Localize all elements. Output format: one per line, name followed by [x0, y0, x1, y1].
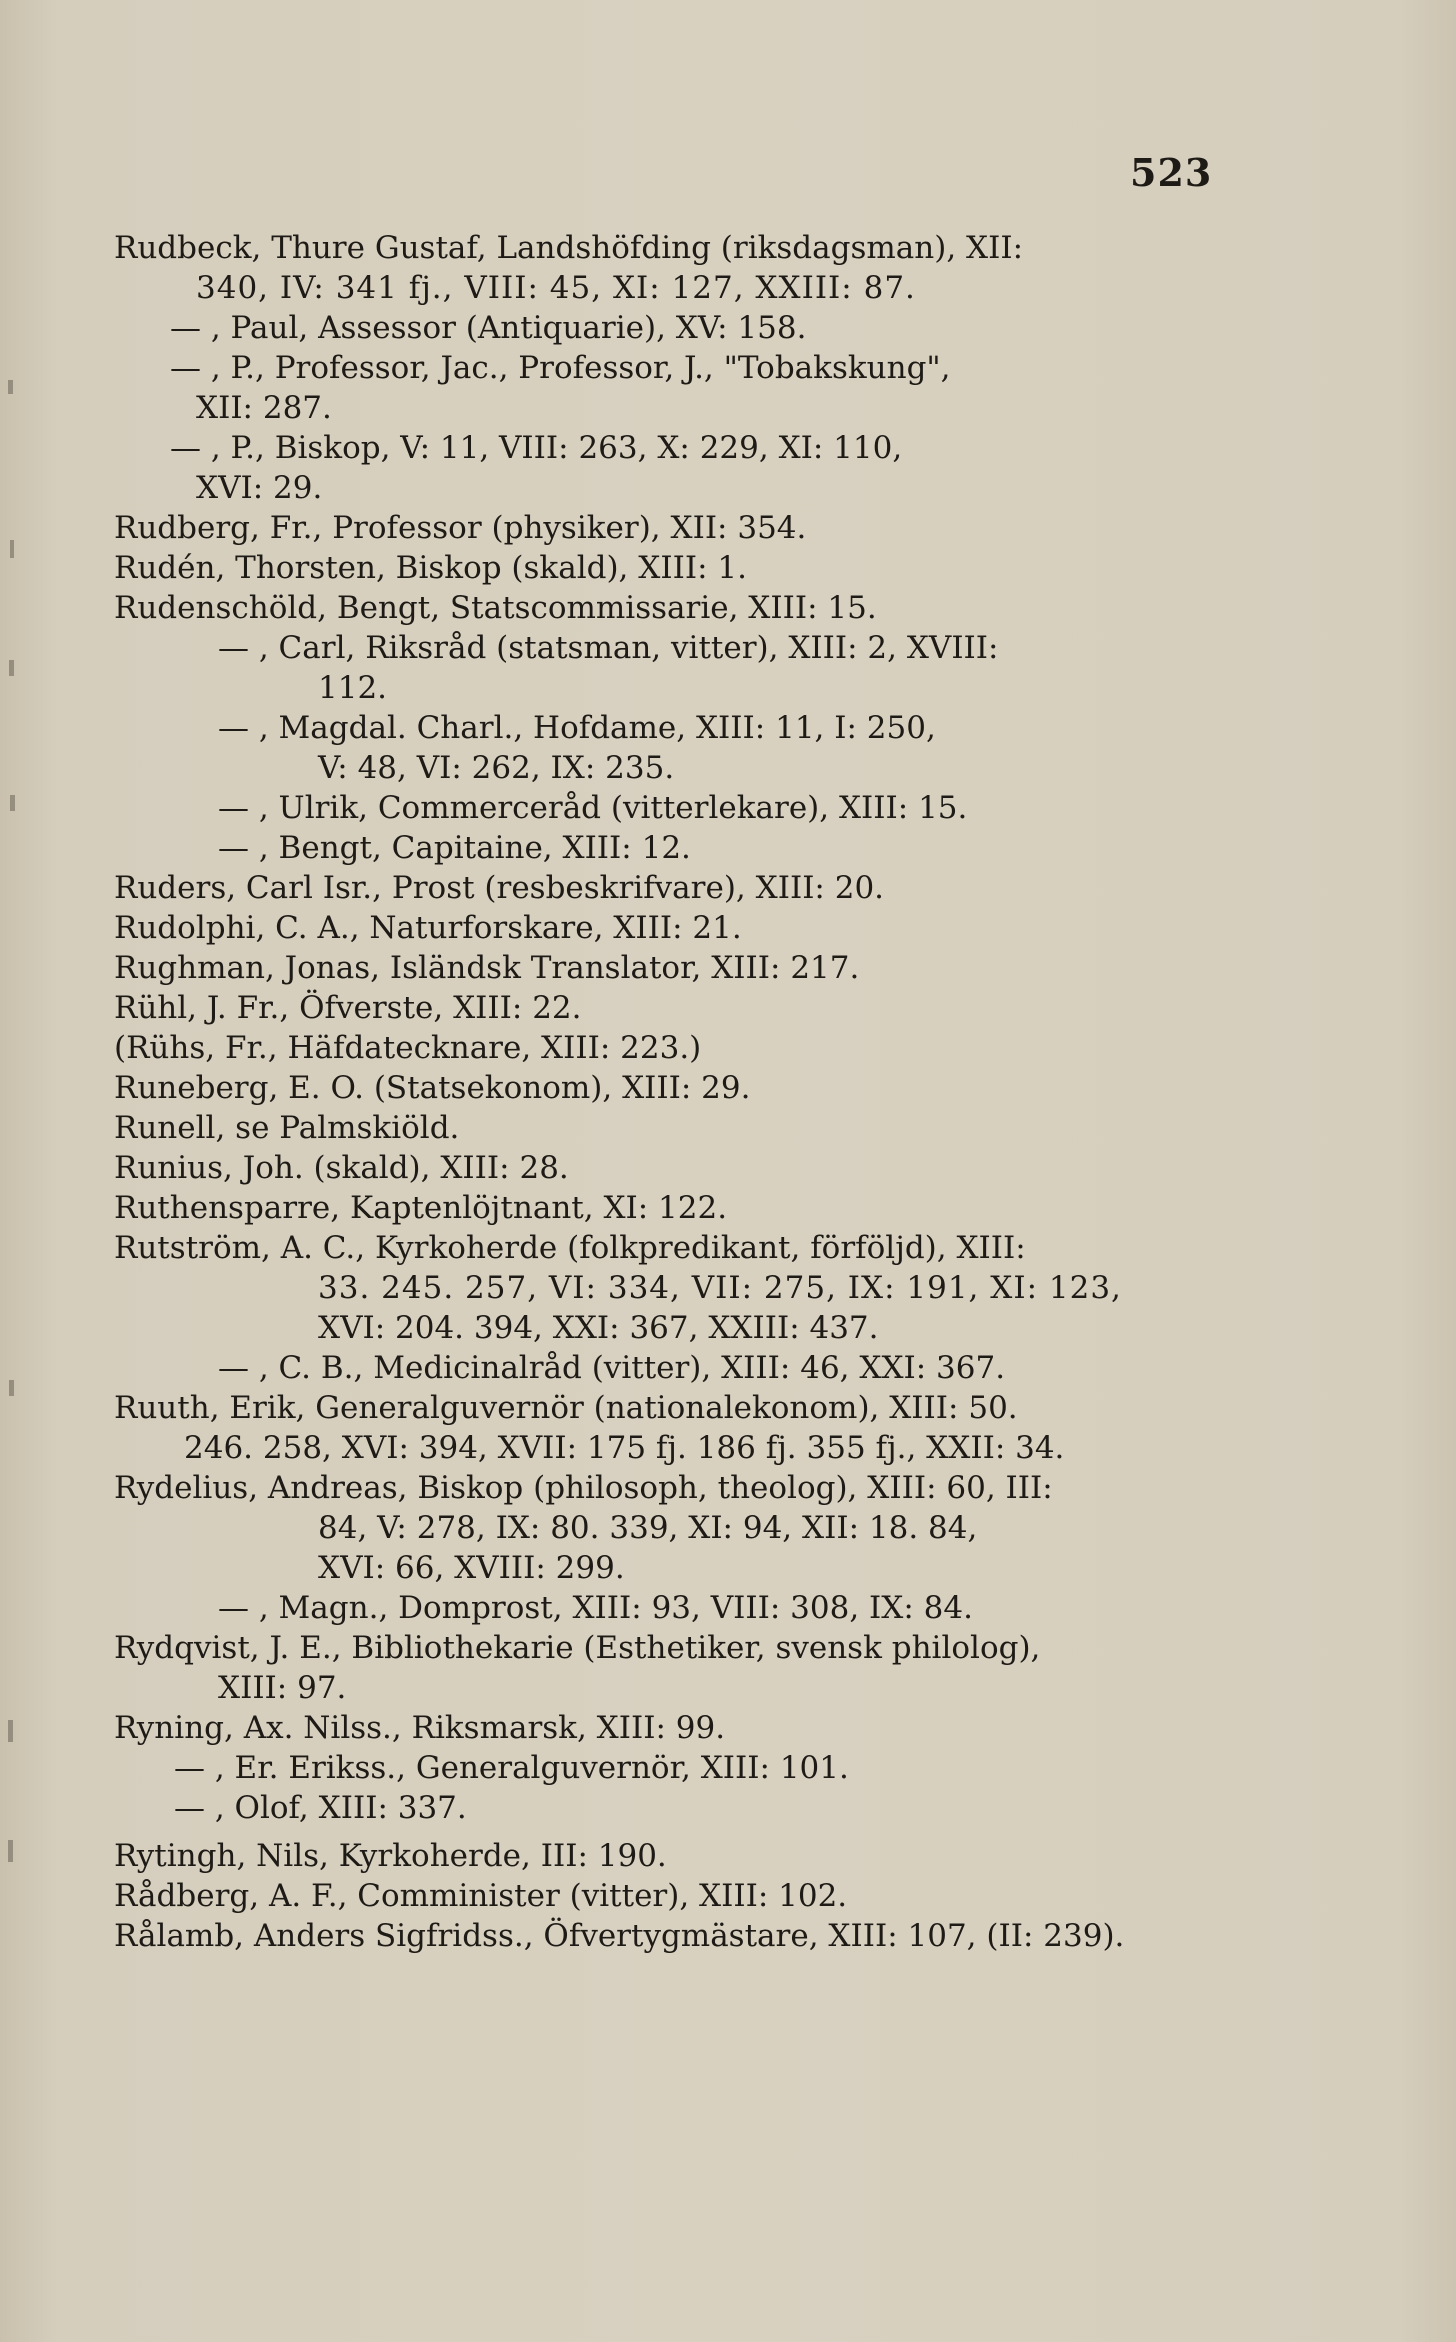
index-subentry: — , Paul, Assessor (Antiquarie), XV: 158. — [170, 310, 807, 346]
index-subentry: — , Ulrik, Commerceråd (vitterlekare), XIII: 15. — [218, 790, 968, 826]
index-entry-continuation: XIII: 97. — [218, 1670, 347, 1706]
index-entry-continuation: 84, V: 278, IX: 80. 339, XI: 94, XII: 18. 84, — [318, 1510, 978, 1546]
index-subentry: — , Olof, XIII: 337. — [174, 1790, 467, 1826]
index-entry: Rudberg, Fr., Professor (physiker), XII: 354. — [114, 510, 807, 546]
index-entry: Rughman, Jonas, Isländsk Translator, XIII: 217. — [114, 950, 860, 986]
index-entry: Rudolphi, C. A., Naturforskare, XIII: 21. — [114, 910, 742, 946]
index-subentry: — , Er. Erikss., Generalguvernör, XIII: 101. — [174, 1750, 849, 1786]
index-entry: Rutström, A. C., Kyrkoherde (folkpredikant, förföljd), XIII: — [114, 1230, 1026, 1266]
index-entries — [114, 228, 1214, 1956]
index-subentry: — , Bengt, Capitaine, XIII: 12. — [218, 830, 691, 866]
index-subentry: — , Carl, Riksråd (statsman, vitter), XIII: 2, XVIII: — [218, 630, 999, 666]
index-entry: Rytingh, Nils, Kyrkoherde, III: 190. — [114, 1838, 667, 1874]
index-entry: Ruuth, Erik, Generalguvernör (nationalekonom), XIII: 50. — [114, 1390, 1018, 1426]
index-entry: Ruders, Carl Isr., Prost (resbeskrifvare), XIII: 20. — [114, 870, 885, 906]
index-entry-continuation: 246. 258, XVI: 394, XVII: 175 fj. 186 fj. 355 fj., XXII: 34. — [184, 1430, 1065, 1466]
index-entry-continuation: XII: 287. — [196, 390, 332, 426]
index-entry: Runeberg, E. O. (Statsekonom), XIII: 29. — [114, 1070, 751, 1106]
index-entry: Rådberg, A. F., Comminister (vitter), XIII: 102. — [114, 1878, 848, 1914]
index-entry: Rålamb, Anders Sigfridss., Öfvertygmästare, XIII: 107, (II: 239). — [114, 1918, 1125, 1954]
index-entry: Rydqvist, J. E., Bibliothekarie (Esthetiker, svensk philolog), — [114, 1630, 1041, 1666]
index-entry: Rudenschöld, Bengt, Statscommissarie, XIII: 15. — [114, 590, 877, 626]
scan-mark — [8, 380, 13, 394]
index-entry-continuation: XVI: 66, XVIII: 299. — [318, 1550, 625, 1586]
scan-mark — [8, 1840, 13, 1862]
index-entry-continuation: XVI: 204. 394, XXI: 367, XXIII: 437. — [318, 1310, 879, 1346]
index-entry-continuation: 112. — [318, 670, 388, 706]
index-entry: Runius, Joh. (skald), XIII: 28. — [114, 1150, 569, 1186]
index-subentry: — , P., Biskop, V: 11, VIII: 263, X: 229, XI: 110, — [170, 430, 903, 466]
index-subentry: — , Magdal. Charl., Hofdame, XIII: 11, I: 250, — [218, 710, 936, 746]
page-number: 523 — [1130, 150, 1213, 195]
scan-mark — [10, 795, 15, 811]
scan-mark — [10, 540, 14, 558]
index-entry: Rudbeck, Thure Gustaf, Landshöfding (riksdagsman), XII: — [114, 230, 1024, 266]
scan-mark — [8, 1720, 13, 1742]
index-entry: Rühl, J. Fr., Öfverste, XIII: 22. — [114, 990, 582, 1026]
index-entry-continuation: V: 48, VI: 262, IX: 235. — [318, 750, 675, 786]
index-entry: Ruthensparre, Kaptenlöjtnant, XI: 122. — [114, 1190, 728, 1226]
index-subentry: — , P., Professor, Jac., Professor, J., "Tobakskung", — [170, 350, 951, 386]
index-entry-continuation: XVI: 29. — [196, 470, 323, 506]
index-entry: (Rühs, Fr., Häfdatecknare, XIII: 223.) — [114, 1030, 702, 1066]
index-entry-continuation: 340, IV: 341 fj., VIII: 45, XI: 127, XXIII: 87. — [196, 270, 916, 306]
scan-mark — [9, 660, 14, 676]
index-subentry: — , C. B., Medicinalråd (vitter), XIII: 46, XXI: 367. — [218, 1350, 1006, 1386]
scan-mark — [9, 1380, 14, 1396]
index-entry: Rudén, Thorsten, Biskop (skald), XIII: 1. — [114, 550, 747, 586]
index-entry: Ryning, Ax. Nilss., Riksmarsk, XIII: 99. — [114, 1710, 726, 1746]
index-entry-continuation: 33. 245. 257, VI: 334, VII: 275, IX: 191, XI: 123, — [318, 1270, 1122, 1306]
index-entry: Rydelius, Andreas, Biskop (philosoph, theolog), XIII: 60, III: — [114, 1470, 1053, 1506]
index-subentry: — , Magn., Domprost, XIII: 93, VIII: 308, IX: 84. — [218, 1590, 973, 1626]
index-entry: Runell, se Palmskiöld. — [114, 1110, 460, 1146]
